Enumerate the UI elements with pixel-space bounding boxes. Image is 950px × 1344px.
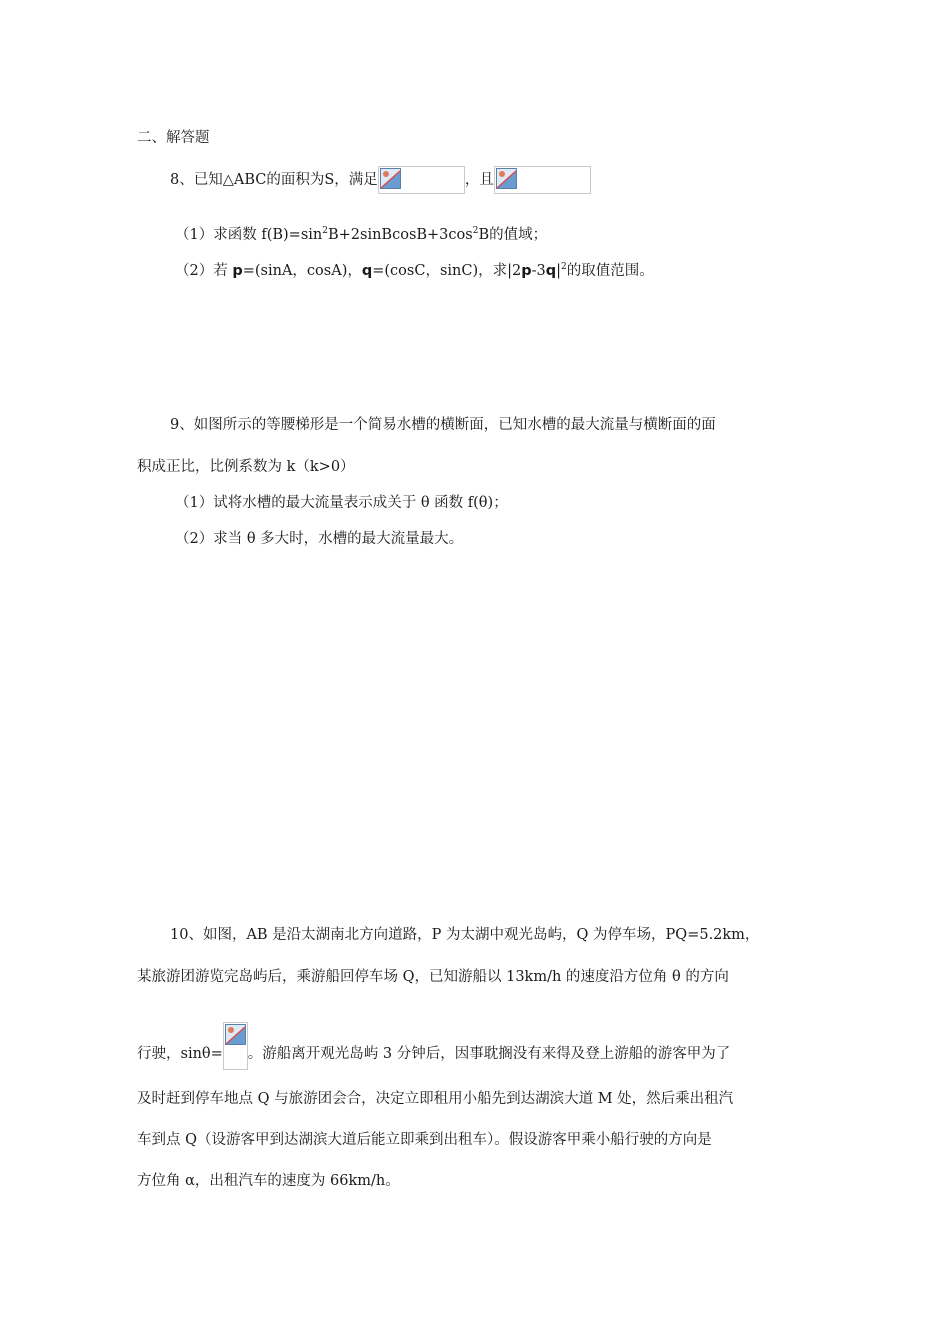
question-9-part-2: （2）求当 θ 多大时，水槽的最大流量最大。 [175,531,464,547]
broken-image-icon [494,166,591,194]
superscript: 2 [472,226,479,236]
question-8-part-2 [175,260,654,282]
question-10-line-1: 10、如图，AB 是沿太湖南北方向道路，P 为太湖中观光岛屿，Q 为停车场，PQ=5.2km， [170,927,760,943]
q8-part2-text-e: | [556,263,562,279]
question-9-line-1: 9、如图所示的等腰梯形是一个简易水槽的横断面，已知水槽的最大流量与横断面的面 [170,417,716,433]
question-10-line-6: 方位角 α，出租汽车的速度为 66km/h。 [137,1173,400,1189]
broken-image-icon [378,166,465,194]
vector-p: p [521,263,532,279]
q8-part2-text-d: -3 [531,263,546,279]
q8-intro-sep: ，且 [464,172,494,188]
question-10-line-2: 某旅游团游览完岛屿后，乘游船回停车场 Q，已知游船以 13km/h 的速度沿方位角 θ 的方向 [137,969,729,985]
q8-part1-text-a: （1）求函数 f(B)=sin [175,227,323,243]
q8-part2-text-c: =(cosC，sinC)，求|2 [372,263,522,279]
q8-part2-text-f: 的取值范围。 [566,263,654,279]
vector-q: q [545,263,557,279]
question-10-line-3 [137,1022,730,1070]
q8-part2-text-a: （2）若 [175,263,233,279]
vector-p: p [232,263,243,279]
question-9-part-1: （1）试将水槽的最大流量表示成关于 θ 函数 f(θ)； [175,495,508,511]
q8-intro-text: 8、已知△ABC的面积为S，满足 [170,172,378,188]
section-title: 二、解答题 [137,130,210,146]
question-8-part-1 [175,224,547,246]
question-9-line-2: 积成正比，比例系数为 k（k>0） [137,459,355,475]
q8-part1-text-b: B+2sinBcosB+3cos [327,227,473,243]
q8-part1-text-c: B的值域； [478,227,548,243]
question-10-line-4: 及时赶到停车地点 Q 与旅游团会合，决定立即租用小船先到达湖滨大道 M 处，然后乘出租汽 [137,1091,734,1107]
vector-q: q [361,263,373,279]
superscript: 2 [322,226,328,236]
q10-line3-text-b: 。游船离开观光岛屿 3 分钟后，因事耽搁没有来得及登上游船的游客甲为了 [247,1046,731,1062]
q10-line3-text-a: 行驶，sinθ= [137,1046,223,1062]
broken-image-icon [223,1022,248,1070]
q8-part2-text-b: =(sinA，cosA)， [242,263,362,279]
superscript: 2 [561,262,567,272]
question-10-line-5: 车到点 Q（设游客甲到达湖滨大道后能立即乘到出租车）。假设游客甲乘小船行驶的方向是 [137,1132,712,1148]
question-8-intro [170,166,591,194]
